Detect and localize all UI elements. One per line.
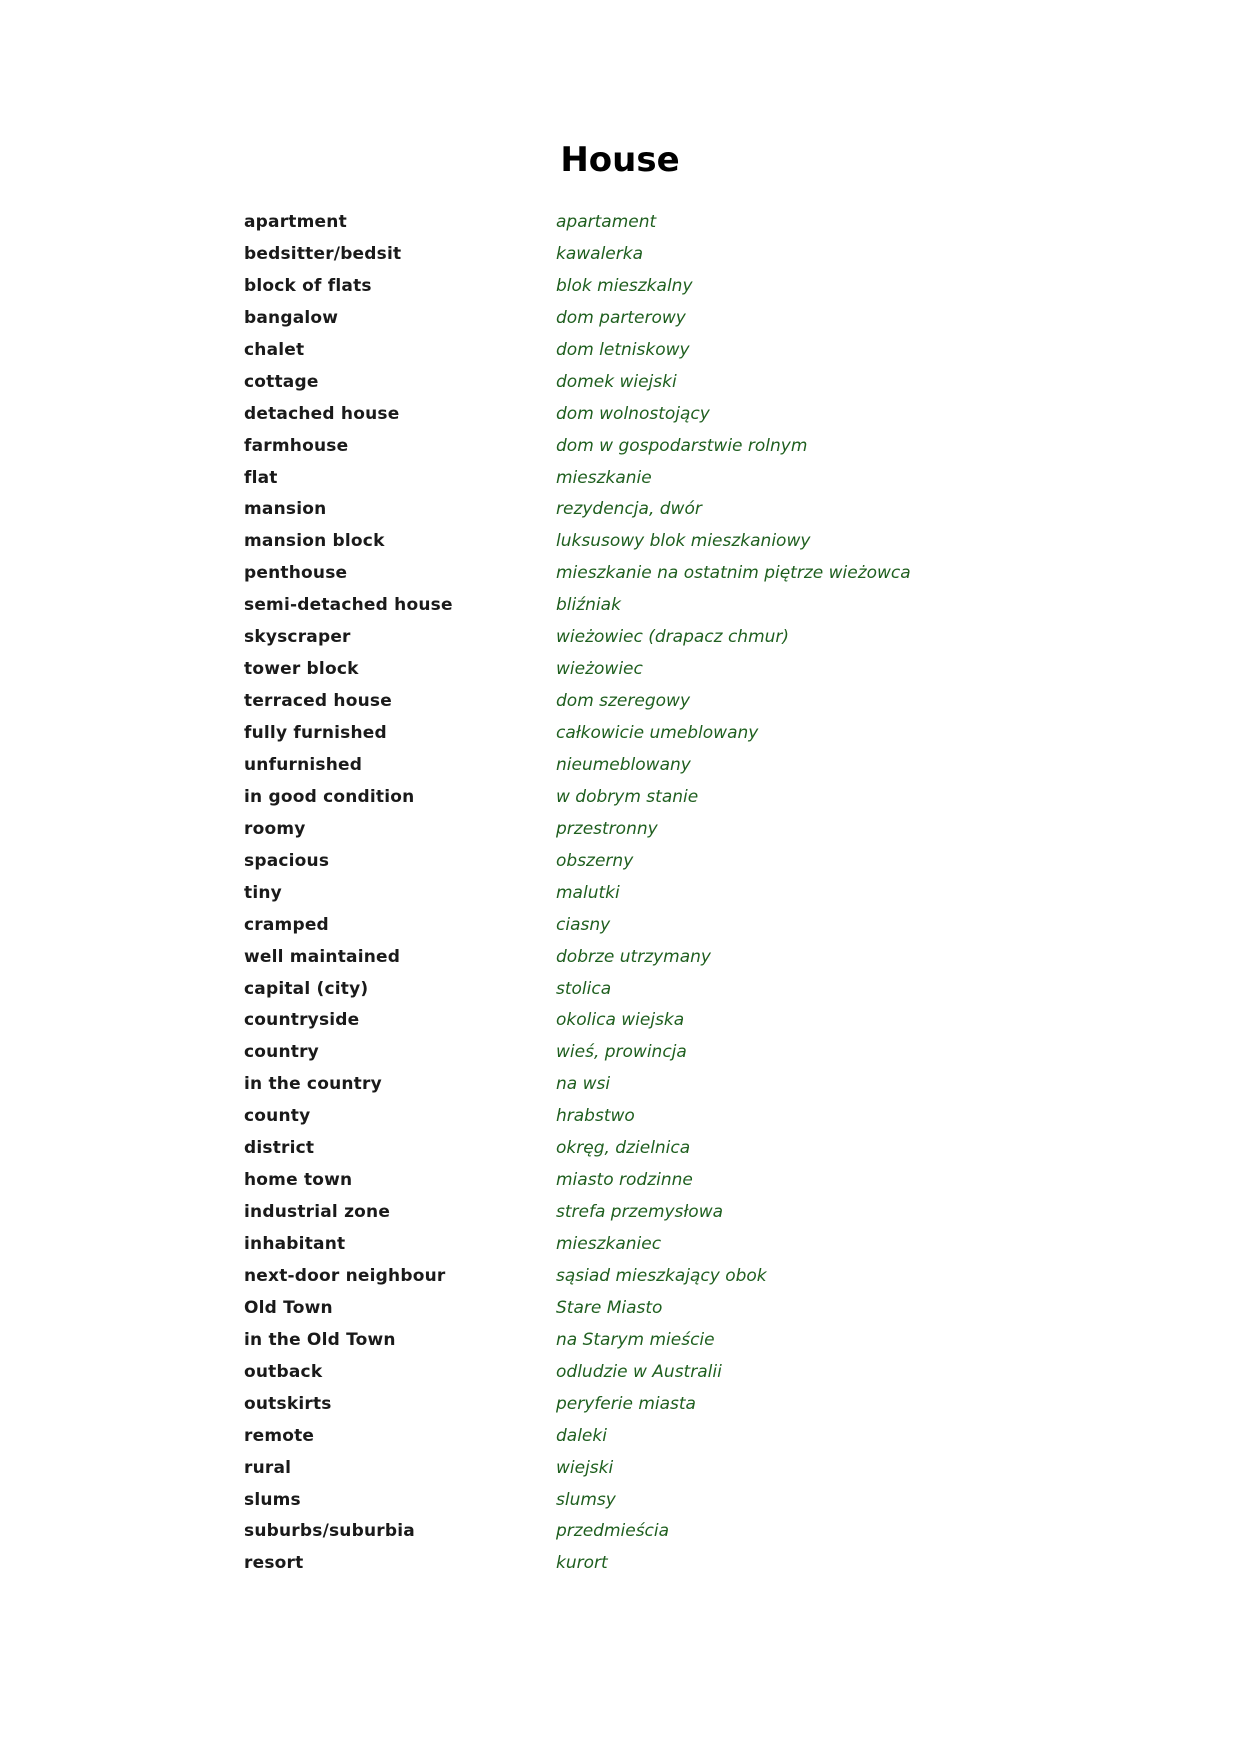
vocab-row [0, 1038, 1240, 1070]
vocab-row [0, 975, 1240, 1007]
english-term: skyscraper [244, 627, 351, 648]
polish-translation: daleki [556, 1425, 607, 1446]
vocab-row [0, 879, 1240, 911]
english-term: semi-detached house [244, 595, 453, 616]
english-term: rural [244, 1457, 292, 1478]
english-term: well maintained [244, 946, 401, 967]
vocab-row [0, 1070, 1240, 1102]
polish-translation: domek wiejski [556, 371, 677, 392]
polish-translation: kurort [556, 1553, 608, 1574]
english-term: terraced house [244, 691, 392, 712]
english-term: chalet [244, 339, 305, 360]
polish-translation: luksusowy blok mieszkaniowy [556, 531, 811, 552]
polish-translation: blok mieszkalny [556, 275, 693, 296]
vocab-row [0, 591, 1240, 623]
polish-translation: strefa przemysłowa [556, 1202, 724, 1223]
polish-translation: mieszkanie [556, 467, 652, 488]
vocab-row [0, 1454, 1240, 1486]
polish-translation: dom parterowy [556, 307, 686, 328]
english-term: bangalow [244, 307, 339, 328]
english-term: unfurnished [244, 754, 363, 775]
polish-translation: stolica [556, 978, 612, 999]
english-term: flat [244, 467, 278, 488]
polish-translation: dom w gospodarstwie rolnym [556, 435, 808, 456]
english-term: suburbs/suburbia [244, 1521, 415, 1542]
english-term: county [244, 1106, 311, 1127]
vocab-row [0, 1134, 1240, 1166]
polish-translation: na wsi [556, 1074, 611, 1095]
english-term: slums [244, 1489, 301, 1510]
polish-translation: Stare Miasto [556, 1297, 663, 1318]
english-term: in the Old Town [244, 1329, 396, 1350]
vocab-row [0, 815, 1240, 847]
polish-translation: okręg, dzielnica [556, 1138, 691, 1159]
polish-translation: wieś, prowincja [556, 1042, 687, 1063]
vocab-row [0, 1358, 1240, 1390]
vocab-row [0, 1262, 1240, 1294]
english-term: cramped [244, 914, 329, 935]
polish-translation: przedmieścia [556, 1521, 670, 1542]
vocab-row [0, 272, 1240, 304]
english-term: fully furnished [244, 723, 387, 743]
vocab-row [0, 1326, 1240, 1358]
polish-translation: całkowicie umeblowany [556, 723, 759, 743]
english-term: detached house [244, 403, 400, 424]
polish-translation: dom szeregowy [556, 691, 690, 712]
vocab-row [0, 911, 1240, 943]
english-term: outback [244, 1361, 323, 1382]
polish-translation: hrabstwo [556, 1106, 635, 1127]
vocab-row [0, 943, 1240, 975]
polish-translation: w dobrym stanie [556, 786, 699, 807]
vocab-row [0, 687, 1240, 719]
polish-translation: mieszkaniec [556, 1234, 662, 1254]
polish-translation: sąsiad mieszkający obok [556, 1265, 767, 1286]
vocab-row [0, 464, 1240, 496]
english-term: remote [244, 1425, 315, 1446]
vocab-row [0, 432, 1240, 464]
english-term: tower block [244, 659, 359, 680]
english-term: bedsitter/bedsit [244, 243, 402, 264]
polish-translation: okolica wiejska [556, 1010, 685, 1031]
polish-translation: odludzie w Australii [556, 1361, 722, 1382]
vocab-row [0, 304, 1240, 336]
polish-translation: bliźniak [556, 595, 621, 616]
english-term: next-door neighbour [244, 1265, 446, 1286]
vocab-row [0, 1486, 1240, 1518]
vocab-row [0, 1422, 1240, 1454]
polish-translation: mieszkanie na ostatnim piętrze wieżowca [556, 563, 911, 584]
english-term: spacious [244, 850, 330, 871]
vocab-row [0, 1102, 1240, 1134]
vocab-row [0, 751, 1240, 783]
vocab-row [0, 623, 1240, 655]
english-term: tiny [244, 882, 282, 903]
polish-translation: miasto rodzinne [556, 1170, 693, 1191]
vocab-row [0, 847, 1240, 879]
english-term: capital (city) [244, 978, 369, 999]
vocab-row [0, 208, 1240, 240]
vocab-row [0, 1517, 1240, 1549]
polish-translation: wieżowiec (drapacz chmur) [556, 627, 790, 648]
page-title: House [560, 140, 680, 180]
english-term: cottage [244, 371, 319, 392]
english-term: home town [244, 1170, 353, 1191]
polish-translation: malutki [556, 882, 620, 903]
english-term: mansion [244, 499, 327, 520]
vocab-row [0, 1198, 1240, 1230]
polish-translation: apartament [556, 212, 657, 232]
vocab-row [0, 1549, 1240, 1581]
polish-translation: nieumeblowany [556, 754, 691, 775]
english-term: Old Town [244, 1297, 333, 1318]
polish-translation: slumsy [556, 1489, 616, 1510]
vocab-row [0, 527, 1240, 559]
polish-translation: przestronny [556, 818, 658, 839]
english-term: in good condition [244, 786, 415, 807]
vocab-row [0, 1166, 1240, 1198]
english-term: district [244, 1138, 315, 1159]
vocabulary-list [0, 208, 1240, 1581]
english-term: industrial zone [244, 1202, 391, 1223]
english-term: outskirts [244, 1393, 332, 1414]
vocab-row [0, 1006, 1240, 1038]
english-term: in the country [244, 1074, 382, 1095]
polish-translation: dom letniskowy [556, 339, 690, 360]
vocab-row [0, 240, 1240, 272]
polish-translation: kawalerka [556, 243, 644, 264]
english-term: inhabitant [244, 1234, 346, 1254]
vocab-row [0, 368, 1240, 400]
vocab-row [0, 495, 1240, 527]
english-term: country [244, 1042, 319, 1063]
polish-translation: rezydencja, dwór [556, 499, 702, 520]
vocab-row [0, 1294, 1240, 1326]
english-term: farmhouse [244, 435, 349, 456]
english-term: block of flats [244, 275, 372, 296]
polish-translation: wiejski [556, 1457, 614, 1478]
vocab-row [0, 719, 1240, 751]
vocab-row [0, 783, 1240, 815]
polish-translation: na Starym mieście [556, 1329, 715, 1350]
vocab-row [0, 655, 1240, 687]
polish-translation: ciasny [556, 914, 611, 935]
polish-translation: peryferie miasta [556, 1393, 696, 1414]
vocab-row [0, 559, 1240, 591]
vocab-row [0, 336, 1240, 368]
english-term: resort [244, 1553, 304, 1574]
polish-translation: dobrze utrzymany [556, 946, 711, 967]
english-term: countryside [244, 1010, 360, 1031]
polish-translation: dom wolnostojący [556, 403, 710, 424]
vocab-row [0, 1230, 1240, 1262]
polish-translation: obszerny [556, 850, 634, 871]
vocab-row [0, 400, 1240, 432]
vocab-row [0, 1390, 1240, 1422]
english-term: roomy [244, 818, 306, 839]
english-term: mansion block [244, 531, 385, 552]
english-term: apartment [244, 212, 347, 232]
english-term: penthouse [244, 563, 348, 584]
polish-translation: wieżowiec [556, 659, 643, 680]
